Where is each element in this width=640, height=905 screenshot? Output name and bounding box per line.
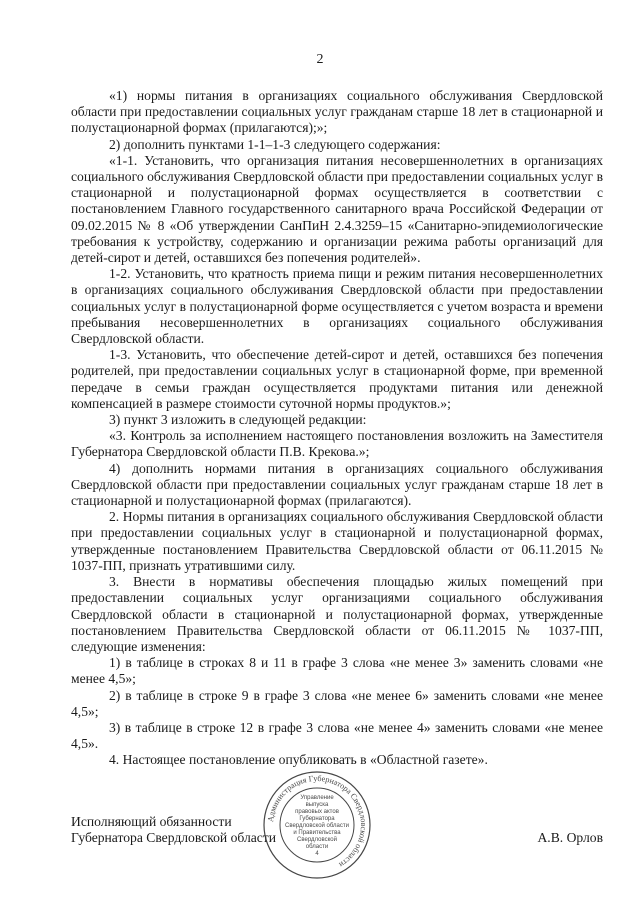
stamp-line: и Правительства [293,830,341,836]
stamp-line: 4 [315,851,319,857]
signatory-title-line1: Исполняющий обязанности [71,814,232,829]
paragraph: «1) нормы питания в организациях социального обслуживания Свердловской области при предоставлении социальных услуг гражданам старше 18 лет в стационарной и полустационарной формах (прилагаются);»; [71,88,603,136]
paragraph: 2) дополнить пунктами 1-1–1-3 следующего содержания: [109,136,441,152]
paragraph: 1-3. Установить, что обеспечение детей-сирот и детей, оставшихся без попечения родителей, при предоставлении социальных услуг в стационарной форме, при временной передаче в семьи граждан осуществляется продуктами питания или денежной компенсацией в размере стоимости суточной нормы продуктов.»; [71,347,603,411]
paragraph: 3) пункт 3 изложить в следующей редакции: [109,412,367,428]
paragraph: 2) в таблице в строке 9 в графе 3 слова «не менее 6» заменить словами «не менее 4,5»; [71,687,603,719]
signatory-title-line2: Губернатора Свердловской области [71,830,277,845]
stamp-line: Свердловской [297,837,337,843]
stamp-line: Губернатора [299,816,335,822]
paragraph: 4) дополнить нормами питания в организациях социального обслуживания Свердловской области при предоставлении социальных услуг гражданам старше 18 лет в стационарной и полустационарной формах (прилагаются). [71,460,603,509]
document-body [71,88,603,769]
paragraph: 1) в таблице в строках 8 и 11 в графе 3 слова «не менее 3» заменить словами «не менее 4,5»; [71,655,603,687]
stamp-ring-text: Администрация Губернатора Свердловской области [266,773,369,870]
paragraph: «1-1. Установить, что организация питания несовершеннолетних в организациях социального обслуживания Свердловской области при предоставлении социальных услуг в стационарной и полустационарной формах осуществляется в соответствии с постановлением Главного государственного санитарного врача Российской Федерации от 09.02.2015 № 8 «Об утверждении СанПиН 2.4.3259–15 «Санитарно-эпидемиологические требования к устройству, содержанию и организации режима работы организаций для детей-сирот и детей, оставшихся без попечения родителей». [71,152,603,266]
paragraph: 4. Настоящее постановление опубликовать в «Областной газете». [109,752,488,768]
stamp-line: правовых актов [295,809,339,815]
stamp-line: области [305,844,329,850]
signatory-title [71,814,276,846]
paragraph: 1-2. Установить, что кратность приема пищи и режим питания несовершеннолетних в организациях социального обслуживания Свердловской области при предоставлении социальных услуг в полустационарной форме осуществляется с учетом возраста и времени пребывания несовершеннолетних в организациях социального обслуживания Свердловской области. [71,266,603,347]
page-number: 2 [316,52,324,67]
paragraph: 2. Нормы питания в организациях социального обслуживания Свердловской области при предоставлении социальных услуг в стационарной и полустационарной формах, утвержденные постановлением Правительства Свердловской области от 06.11.2015 № 1037-ПП, признать утратившими силу. [71,509,603,573]
stamp-line: Свердловской области [284,823,350,829]
stamp-line: выпуска [305,802,329,808]
paragraph: «3. Контроль за исполнением настоящего постановления возложить на Заместителя Губернатора Свердловской области П.В. Крекова.»; [71,428,603,460]
paragraph: 3. Внести в нормативы обеспечения площадью жилых помещений при предоставлении социальных услуг организациями социального обслуживания Свердловской области в стационарной и полустационарной формах, утвержденные постановлением Правительства Свердловской области от 06.11.2015 № 1037-ПП, следующие изменения: [71,574,603,654]
signatory-name: А.В. Орлов [537,830,603,845]
official-stamp [262,770,372,880]
stamp-line: Управление [300,795,334,801]
paragraph: 3) в таблице в строке 12 в графе 3 слова «не менее 4» заменить словами «не менее 4,5». [71,719,603,752]
